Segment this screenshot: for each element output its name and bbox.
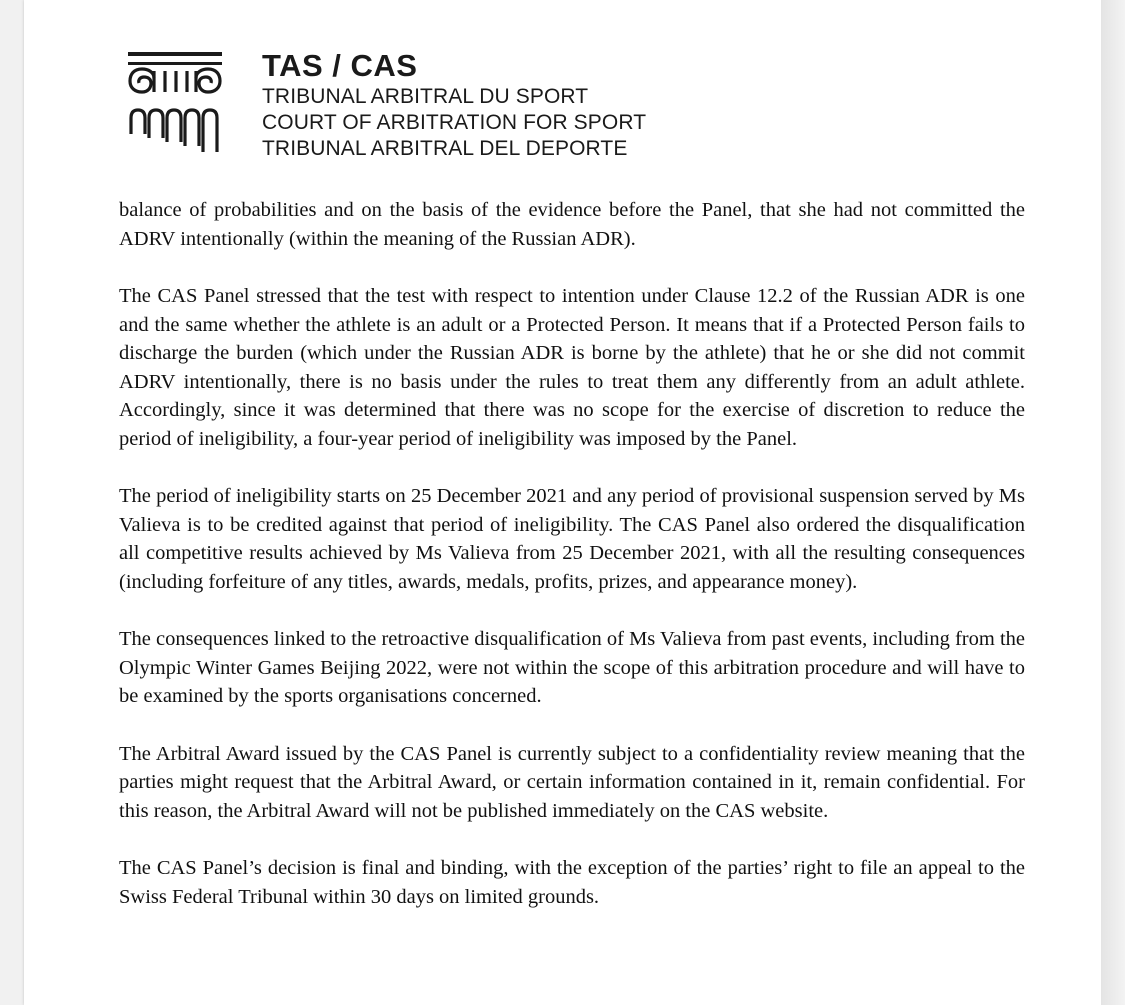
org-name-french: TRIBUNAL ARBITRAL DU SPORT xyxy=(262,85,589,108)
org-title: TAS / CAS xyxy=(262,48,418,83)
page-edge xyxy=(1101,0,1125,1005)
letterhead xyxy=(128,48,728,168)
document-body xyxy=(119,196,1025,940)
paragraph: The period of ineligibility starts on 25 December 2021 and any period of provisional suspension served by Ms Valieva is to be credited against that period of ineligibility. The CAS Panel also ordered the disqualification all competitive results achieved by Ms Valieva from 25 December 2021, with all the resulting consequences (including forfeiture of any titles, awards, medals, profits, prizes, and appearance money). xyxy=(119,485,1025,593)
paragraph: The CAS Panel’s decision is final and binding, with the exception of the parties’ right to file an appeal to the Swiss Federal Tribunal within 30 days on limited grounds. xyxy=(119,857,1025,908)
cas-logo-icon xyxy=(128,52,224,158)
paragraph: The CAS Panel stressed that the test with respect to intention under Clause 12.2 of the Russian ADR is one and the same whether the athlete is an adult or a Protected Person. It means that if a Protected Person fails to discharge the burden (which under the Russian ADR is borne by the athlete) that he or she did not commit ADRV intentionally, there is no basis under the rules to treat them any differently from an adult athlete. Accordingly, since it was determined that there was no scope for the exercise of discretion to reduce the period of ineligibility, a four-year period of ineligibility was imposed by the Panel. xyxy=(119,285,1025,450)
org-name-spanish: TRIBUNAL ARBITRAL DEL DEPORTE xyxy=(262,137,628,160)
paragraph: The consequences linked to the retroactive disqualification of Ms Valieva from past events, including from the Olympic Winter Games Beijing 2022, were not within the scope of this arbitration procedure and will have to be examined by the sports organisations concerned. xyxy=(119,628,1025,707)
document-page xyxy=(24,0,1101,1005)
paragraph: The Arbitral Award issued by the CAS Panel is currently subject to a confidentiality review meaning that the parties might request that the Arbitral Award, or certain information contained in it, remain confidential. For this reason, the Arbitral Award will not be published immediately on the CAS website. xyxy=(119,742,1025,822)
organisation-name-block xyxy=(262,48,646,162)
org-name-english: COURT OF ARBITRATION FOR SPORT xyxy=(262,111,647,134)
paragraph: balance of probabilities and on the basis of the evidence before the Panel, that she had not committed the ADRV intentionally (within the meaning of the Russian ADR). xyxy=(119,199,1025,250)
